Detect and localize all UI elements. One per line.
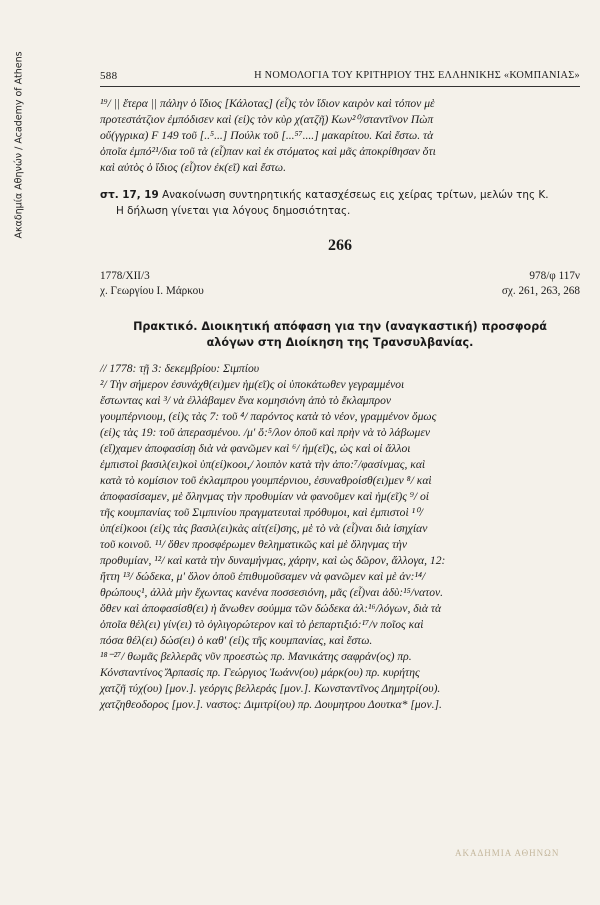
continued-text [100,96,580,176]
body-line: προθυμίαν, ¹²/ καὶ κατὰ τὴν δυναμήνμας, χάρην, καὶ ὡς δῶρον, ἄλλογα, 12: [100,554,446,567]
body-line: πόσα θέλ(ει) δώσ(ει) ὁ καθ' (εἰ)ς τῆς κουμπανίας, καὶ ἔστω. [100,634,373,647]
document-body [100,361,580,649]
note-text: Ανακοίνωση συντηρητικής κατασχέσεως εις χείρας τρίτων, μελών της Κ. [158,189,549,201]
title-line: αλόγων στη Διοίκηση της Τρανσυλβανίας. [206,336,474,349]
page-header [100,70,580,82]
document-title [100,319,580,351]
signature-line: Κόνσταντίνος Ἄρπασίς πρ. Γεώργιος Ἰωάνν(ου) μάρκ(ου) πρ. κυρήτης [100,666,420,679]
body-line: τοῦ κοινοῦ. ¹¹/ ὅθεν προσφέρωμεν θεληματικῶς καὶ μὲ ὅληνμας τὴν [100,538,408,551]
body-line: ἤττη ¹³/ δώδεκα, μ' ὅλον ὁποῦ ἐπιθυμοῦσαμεν νὰ φανῶμεν καὶ μὲ ἀν:¹⁴/ [100,570,426,583]
academy-stamp: ΑΚΑΔΗΜΙΑ ΑΘΗΝΩΝ [455,848,560,858]
editorial-note [100,188,580,219]
sidebar-watermark [10,30,28,260]
title-line: Πρακτικό. Διοικητική απόφαση για την (αναγκαστική) προσφορά [133,320,547,333]
text-line: ¹⁹/ || ἕτερα || πάλην ὁ ἴδιος [Κάλοτας] (εἶ)ς τὸν ἴδιον καιρὸν καὶ τόπον μὲ [100,97,435,110]
body-line: ἔστωντας καὶ ³/ νὰ ἐλλάβαμεν ἕνα κομησιόνη ἀπὸ τὸ ἔκλαμπρον [100,394,392,407]
signature-line: χατζῆ τύχ(ου) [μον.]. γεόργις βελλεράς [μον.]. Κωνσταντῖνος Δημητρί(ου). [100,682,441,695]
document-meta [100,269,580,299]
note-lead: στ. 17, 19 [100,189,159,201]
body-line: κατὰ τὸ κομίσιον τοῦ ἐκλαμπρου γουμπέρνιου, ἐσυναθροίσθ(ει)μεν ⁸/ καὶ [100,474,432,487]
meta-cross-ref: σχ. 261, 263, 268 [501,285,580,297]
body-line: ²/ Τὴν σήμερον ἐσυνάχθ(ει)μεν ἡμ(εῖ)ς οἱ ὑποκάτωθεν γεγραμμένοι [100,378,405,391]
body-line: // 1778: τῇ 3: δεκεμβρίου: Σιμπίου [100,362,260,375]
sidebar-text: Ακαδημία Αθηνών / Academy of Athens [13,51,25,239]
text-line: προτεστάτζιον ἐμπόδισεν καὶ (εἰ)ς τὸν κὺρ χ(ατζῆ) Κων²⁰/σταντῖνον Πὼπ [100,113,434,126]
signature-line: ¹⁸⁻²⁷/ θωμᾶς βελλερᾶς νῦν προεστὼς πρ. Μανικάτης σαφράν(ος) πρ. [100,650,412,663]
meta-ref: 978/φ 117ν [529,270,580,282]
body-line: (εἰ)ς τὰς 19: τοῦ ἀπερασμένου. /μ' ὅ:⁵/λον ὁποῦ καὶ πρὴν νὰ τὸ λάβωμεν [100,426,431,439]
body-line: θρώπους¹, ἀλλὰ μὴν ἔχωντας κανένα ποσσεσιόνη, μᾶς (εἶ)ναι ἀδὺ:¹⁵/νατον. [100,586,444,599]
note-line-1 [100,188,580,204]
signatures [100,649,580,713]
document-number: 266 [328,237,352,254]
text-line: ὁποῖα ἐμπό²¹/δια τοῦ τὰ (εἶ)παν καὶ ἐκ στόματος καὶ μᾶς ἀποκρίθησαν ὅτι [100,145,436,158]
body-line: ἐμπιστοὶ βασιλ(ει)κοὶ ὑπ(εί)κοοι,/ λοιπὸν κατὰ τὴν ἀπο:⁷/φασίνμας, καὶ [100,458,426,471]
running-title: Η ΝΟΜΟΛΟΓΙΑ ΤΟΥ ΚΡΙΤΗΡΙΟΥ ΤΗΣ ΕΛΛΗΝΙΚΗΣ «ΚΟΜΠΑΝΙΑΣ» [254,70,580,81]
body-line: τῆς κουμπανίας τοῦ Σιμπινίου πραγματευταὶ πρόθυμοι, καὶ ἐμπιστοὶ ¹⁰/ [100,506,423,519]
text-line: καὶ αὐτὸς ὁ ἴδιος (εἶ)τον ἐκ(εῖ) καὶ ἔστω. [100,161,286,174]
page-number: 588 [100,70,118,82]
page [100,70,580,713]
meta-scribe: χ. Γεωργίου Ι. Μάρκου [100,285,204,297]
body-line: ὁποῖα θέλ(ει) γίν(ει) τὸ ὀγλιγορώτερον καὶ τὸ ῥεπαρτιξιό:¹⁷/ν ποῖος καὶ [100,618,424,631]
meta-date: 1778/XII/3 [100,270,150,282]
body-line: ὅθεν καὶ ἀποφασίσθ(ει) ἡ ἄνωθεν σούμμα τῶν δώδεκα ἀλ:¹⁶/λόγων, διὰ τὰ [100,602,442,615]
body-line: γουμπέρνιουμ, (εἰ)ς τὰς 7: τοῦ ⁴/ παρόντος κατὰ τὸ νέον, γραμμένον ὅμως [100,410,437,423]
body-line: (εἴ)χαμεν ἀποφασίσῃ διὰ νὰ φανῶμεν καὶ ⁶/ ἡμ(εῖ)ς, ὡς καὶ οἱ ἄλλοι [100,442,411,455]
header-rule [100,86,580,87]
body-line: ἀποφασίσαμεν, μὲ ὅληνμας τὴν προθυμίαν νὰ φανοῦμεν καὶ ἡμ(εῖ)ς ⁹/ οἱ [100,490,430,503]
signature-line: χατζηθεοδορος [μον.]. ναστος: Διμιτρί(ου) πρ. Δουμητρου Δουτκα* [μον.]. [100,698,442,711]
note-line-2: Η δήλωση γίνεται για λόγους δημοσιότητας. [116,204,351,217]
body-line: ὑπ(εί)κοοι (εἰ)ς τὰς βασιλ(ει)κὰς αἰτ(εί)σης, μὲ τὸ νὰ (εἶ)ναι διὰ ἰσηχίαν [100,522,428,535]
text-line: οὔ(γγρικα) F 149 τοῦ [..⁵...] Πούλκ τοῦ [...⁵⁷....] μακαρίτου. Καὶ ἔστω. τὰ [100,129,434,142]
